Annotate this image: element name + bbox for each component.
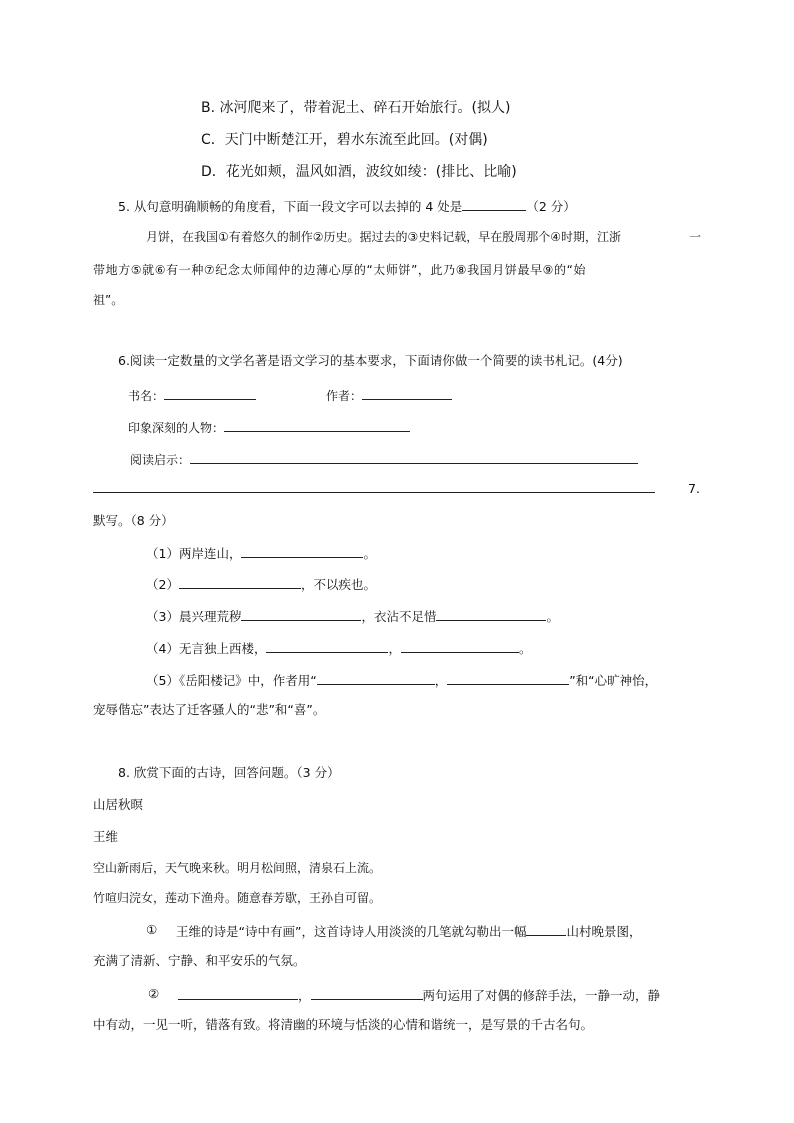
- q8-stem: 8. 欣赏下面的古诗，回答问题。（3 分）: [118, 765, 340, 780]
- q7-item-5-blank-2[interactable]: [447, 670, 569, 685]
- q7-item-3-mid: ，衣沾不足惜: [361, 609, 437, 624]
- q7-item-4-suffix: 。: [518, 641, 532, 656]
- q7-item-4-prefix: （4）无言独上西楼，: [146, 641, 267, 656]
- q6-insight-label: 阅读启示：: [130, 453, 191, 467]
- q8-sub-2: [178, 985, 660, 1005]
- q7-item-1: [146, 543, 376, 563]
- q5-paragraph-line-1-end: 一: [689, 230, 702, 244]
- q8-sub-2-line-2: 中有动，一见一听，错落有致。将清幽的环境与恬淡的心情和谐统一，是写景的千古名句。: [93, 1017, 594, 1032]
- q6-book-blank[interactable]: [164, 385, 256, 400]
- q8-sub-2-mid: ，: [298, 988, 311, 1003]
- q7-item-2-suffix: ，不以疾也。: [300, 577, 376, 592]
- q8-sub-2-blank-1[interactable]: [178, 985, 298, 1000]
- q6-insight-blank-1[interactable]: [190, 449, 638, 464]
- q7-item-1-suffix: 。: [363, 546, 376, 561]
- q6-book-label: 书名：: [128, 389, 165, 403]
- q7-item-4: [146, 638, 532, 658]
- q8-sub-1: [176, 921, 641, 941]
- q6-author-blank[interactable]: [362, 385, 452, 400]
- q7-item-4-blank-1[interactable]: [266, 638, 388, 653]
- q8-sub-1-text-b: 山村晚景图，: [566, 924, 642, 939]
- q8-sub-1-text-a: 王维的诗是“诗中有画”，这首诗诗人用淡淡的几笔就勾勒出一幅: [176, 924, 527, 939]
- poem-author: 王维: [93, 829, 119, 844]
- q7-item-5-mid: ，: [434, 673, 448, 688]
- q7-stem: 默写。（8 分）: [93, 513, 174, 528]
- q6-author-label: 作者：: [326, 389, 363, 403]
- q7-item-3-blank-2[interactable]: [436, 606, 546, 621]
- q6-insight-row: [130, 449, 638, 469]
- poem-line-1: 空山新雨后，天气晚来秋。明月松间照，清泉石上流。: [93, 861, 382, 875]
- q7-item-2-prefix: （2）: [146, 577, 179, 592]
- q5-answer-blank[interactable]: [462, 196, 526, 211]
- q6-book-row: [128, 385, 256, 405]
- q7-item-3: [146, 606, 559, 626]
- q7-item-2-blank[interactable]: [179, 574, 301, 589]
- q6-insight-line-2: [93, 478, 655, 498]
- q7-number: 7.: [688, 481, 700, 496]
- q8-sub-1-marker: ①: [146, 922, 158, 937]
- q6-author-row: [326, 385, 452, 405]
- q7-item-5-line-2: 宠辱偕忘”表达了迁客骚人的“悲”和“喜”。: [93, 702, 326, 717]
- q7-item-5-blank-1[interactable]: [317, 670, 435, 685]
- q7-item-1-blank[interactable]: [241, 543, 363, 558]
- q8-sub-2-marker: ②: [148, 986, 160, 1001]
- q8-sub-2-text: 两句运用了对偶的修辞手法，一静一动，静: [422, 988, 661, 1003]
- q7-item-4-blank-2[interactable]: [401, 638, 519, 653]
- q5-score: （2 分）: [526, 199, 576, 214]
- q6-insight-blank-2[interactable]: [93, 478, 655, 493]
- q7-item-3-blank-1[interactable]: [241, 606, 361, 621]
- q5-stem: [118, 196, 576, 216]
- q4-option-c: C．天门中断楚江开，碧水东流至此回。(对偶): [201, 132, 488, 148]
- q7-item-4-mid: ，: [388, 641, 401, 656]
- q7-item-5-prefix: （5）《岳阳楼记》中，作者用“: [146, 673, 317, 688]
- q8-sub-1-line-2: 充满了清新、宁静、和平安乐的气氛。: [93, 953, 306, 968]
- q6-character-label: 印象深刻的人物：: [128, 421, 225, 435]
- q7-item-5: [146, 670, 657, 690]
- poem-title: 山居秋暝: [93, 797, 144, 812]
- q5-paragraph-line-3: 祖”。: [93, 293, 124, 307]
- q4-option-b: B. 冰河爬来了，带着泥土、碎石开始旅行。(拟人): [201, 100, 511, 116]
- q7-item-1-prefix: （1）两岸连山，: [146, 546, 242, 561]
- q8-sub-1-blank[interactable]: [526, 921, 566, 936]
- q7-item-3-prefix: （3）晨兴理荒秽: [146, 609, 242, 624]
- q5-paragraph-line-2: 带地方⑤就⑥有一种⑦纪念太师闻仲的边薄心厚的“太师饼”，此乃⑧我国月饼最早⑨的“始: [93, 263, 587, 277]
- q7-item-5-suffix: ”和“心旷神怡，: [569, 673, 658, 688]
- poem-line-2: 竹喧归浣女，莲动下渔舟。随意春芳歇，王孙自可留。: [93, 891, 382, 905]
- q6-character-blank[interactable]: [224, 417, 410, 432]
- q5-paragraph-line-1: 月饼，在我国①有着悠久的制作②历史。据过去的③史料记载，早在殷周那个④时期，江浙: [146, 230, 622, 244]
- q4-option-d: D．花光如颊，温风如酒，波纹如绫：(排比、比喻): [201, 164, 517, 180]
- q7-item-2: [146, 574, 376, 594]
- q6-character-row: [128, 417, 410, 437]
- q7-item-3-suffix: 。: [546, 609, 559, 624]
- q5-stem-text: 5. 从句意明确顺畅的角度看，下面一段文字可以去掉的 4 处是: [118, 199, 463, 214]
- q8-sub-2-blank-2[interactable]: [311, 985, 423, 1000]
- q6-stem: 6.阅读一定数量的文学名著是语文学习的基本要求，下面请你做一个简要的读书札记。(4分): [118, 353, 623, 368]
